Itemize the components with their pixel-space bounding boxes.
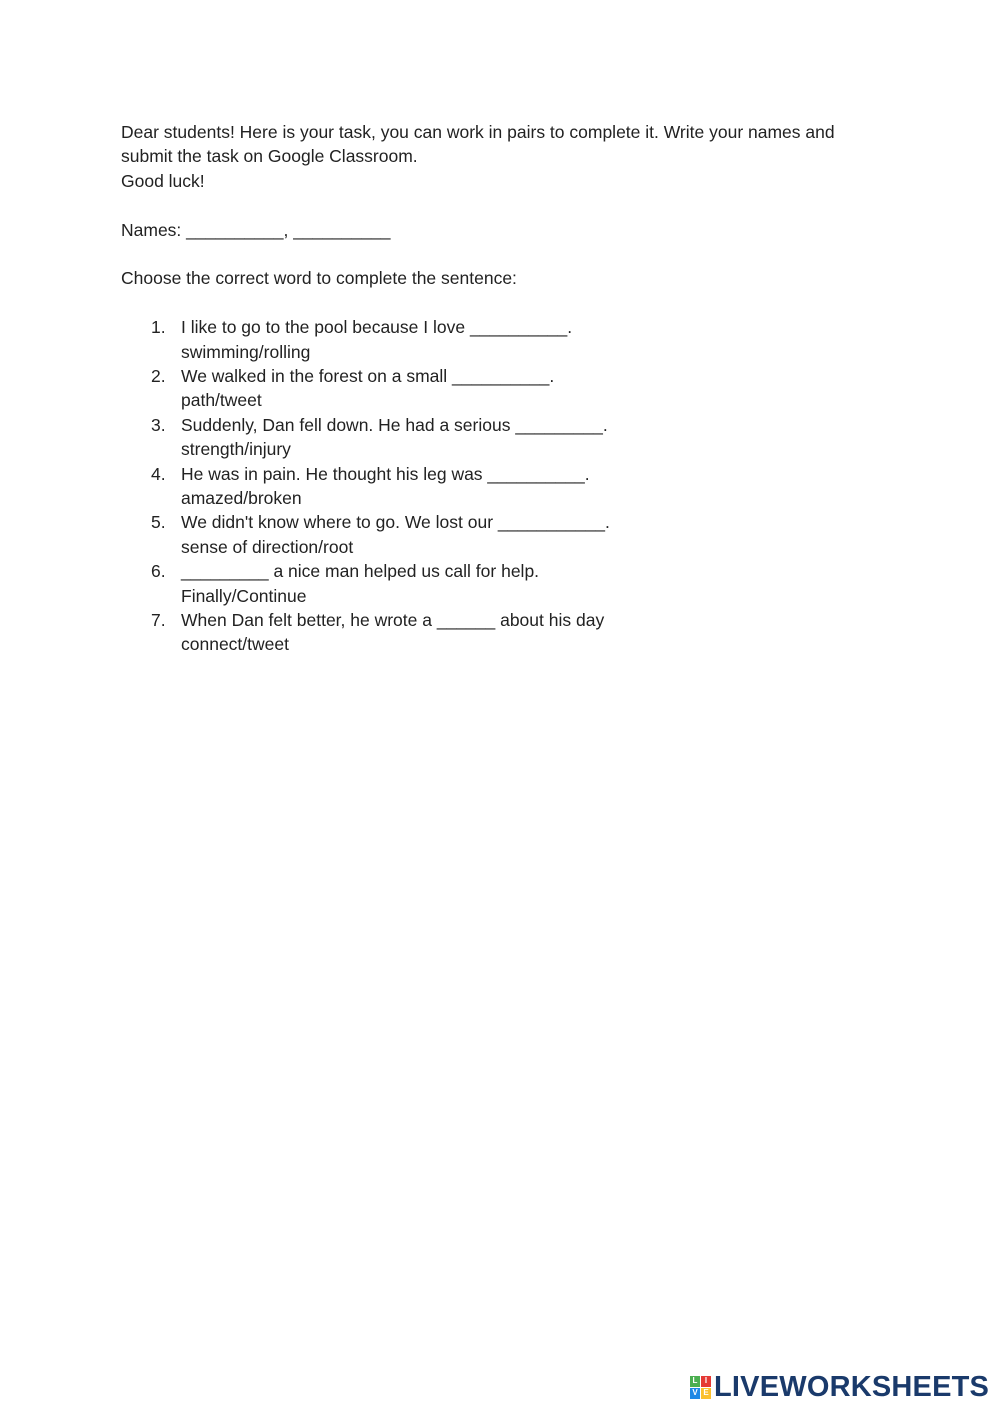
- exercise-item: [121, 510, 891, 559]
- exercise-item: [121, 559, 891, 608]
- instruction: Choose the correct word to complete the sentence:: [121, 268, 517, 289]
- logo-letter: L: [690, 1376, 700, 1387]
- exercise-sentence: I like to go to the pool because I love __________.: [181, 317, 573, 338]
- exercise-sentence: When Dan felt better, he wrote a ______ about his day: [181, 610, 605, 631]
- liveworksheets-logo: [690, 1372, 989, 1402]
- exercise-number: 2.: [151, 366, 166, 387]
- exercise-number: 3.: [151, 414, 166, 435]
- exercise-sentence: We didn't know where to go. We lost our ___________.: [181, 512, 610, 533]
- worksheet-content: [121, 120, 891, 657]
- exercise-sentence: Suddenly, Dan fell down. He had a serious _________.: [181, 414, 608, 435]
- exercise-sentence: _________ a nice man helped us call for help.: [181, 561, 540, 582]
- logo-text: LIVEWORKSHEETS: [714, 1370, 990, 1403]
- exercise-options: swimming/rolling: [181, 341, 311, 362]
- logo-letter: I: [701, 1376, 711, 1387]
- exercise-number: 1.: [151, 317, 166, 338]
- logo-letter: E: [701, 1388, 711, 1399]
- exercise-number: 4.: [151, 463, 166, 484]
- liveworksheets-logo-icon: [690, 1376, 711, 1399]
- exercise-number: 5.: [151, 512, 166, 533]
- exercise-options: connect/tweet: [181, 634, 289, 655]
- exercise-item: [121, 364, 891, 413]
- intro-line-3: Good luck!: [121, 170, 205, 191]
- exercise-item: [121, 413, 891, 462]
- exercise-options: sense of direction/root: [181, 536, 354, 557]
- names-line: Names: __________, __________: [121, 219, 391, 240]
- exercise-sentence: He was in pain. He thought his leg was __________.: [181, 463, 590, 484]
- exercise-options: Finally/Continue: [181, 585, 307, 606]
- intro-line-2: submit the task on Google Classroom.: [121, 146, 418, 167]
- exercise-item: [121, 608, 891, 657]
- exercise-list: [121, 315, 891, 657]
- exercise-number: 6.: [151, 561, 166, 582]
- intro-line-1: Dear students! Here is your task, you can work in pairs to complete it. Write your names and: [121, 122, 835, 142]
- exercise-sentence: We walked in the forest on a small __________.: [181, 366, 555, 387]
- exercise-item: [121, 462, 891, 511]
- exercise-options: strength/injury: [181, 439, 291, 460]
- exercise-number: 7.: [151, 610, 166, 631]
- logo-letter: V: [690, 1388, 700, 1399]
- exercise-options: path/tweet: [181, 390, 262, 411]
- exercise-item: [121, 315, 891, 364]
- exercise-options: amazed/broken: [181, 488, 302, 509]
